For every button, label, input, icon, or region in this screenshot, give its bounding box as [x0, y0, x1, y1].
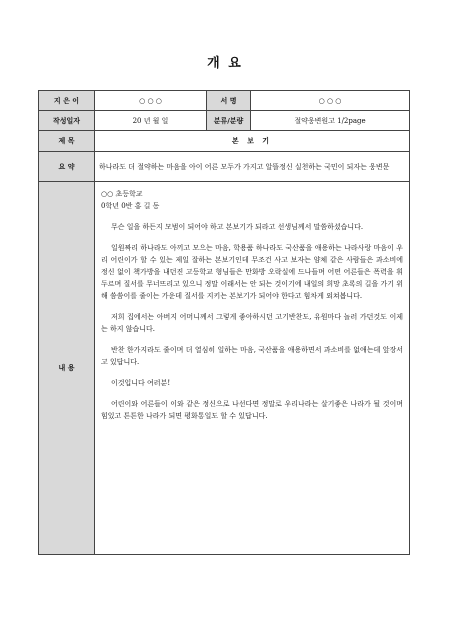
category-value: 절약웅변원고 1/2page	[251, 111, 410, 131]
date-label: 작성일자	[39, 111, 95, 131]
summary-form-table	[38, 90, 410, 555]
author-row	[39, 91, 410, 111]
author-value: ○ ○ ○	[95, 91, 207, 111]
subject-row	[39, 131, 410, 152]
category-label: 분류/분량	[207, 111, 251, 131]
book-name-value: ○ ○ ○	[251, 91, 410, 111]
content-label: 내 용	[39, 182, 95, 555]
paragraph-3: 저희 집에서는 아버지 어머니께서 그렇게 좋아하시던 고기반찬도, 유원마다 놀러 가던것도 이제는 하지 않습니다.	[101, 313, 403, 333]
school-line: ○○ 초등학교	[101, 190, 143, 198]
student-line: 0학년 0반 홍 길 동	[101, 202, 160, 210]
subject-value: 본 보 기	[95, 131, 410, 152]
date-row	[39, 111, 410, 131]
document-title: 개 요	[207, 56, 243, 71]
paragraph-5: 이것입니다 여러분!	[111, 379, 171, 387]
paragraph-6: 어린이와 어른들이 이와 같은 정신으로 나선다면 정말로 우리나라는 살기좋은 나라가 될 것이며 힘있고 튼튼한 나라가 되면 평화통일도 할 수 있답니다.	[101, 400, 403, 420]
summary-row	[39, 152, 410, 182]
subject-label: 제 목	[39, 131, 95, 152]
paragraph-1: 무슨 일을 하든지 모범이 되어야 하고 본보기가 되라고 선생님께서 말씀하셨습니다.	[111, 223, 364, 231]
paragraph-4: 반찬 한가지라도 줄이며 더 열심히 일하는 마음, 국산품을 애용하면서 과소비를 없애는데 앞장서고 있답니다.	[101, 346, 403, 366]
book-name-label: 서 명	[207, 91, 251, 111]
summary-label: 요 약	[39, 152, 95, 182]
date-value: 20 년 월 일	[95, 111, 207, 131]
author-label: 지 은 이	[39, 91, 95, 111]
summary-value: 하나라도 더 절약하는 마음을 아이 어른 모두가 가지고 알뜰정신 실천하는 국민이 되자는 웅변문	[95, 152, 410, 182]
content-row	[39, 182, 410, 555]
content-body	[95, 182, 410, 555]
paragraph-2: 일원짜리 하나라도 아끼고 모으는 마음, 학용품 하나라도 국산품을 애용하는 나라사랑 마음이 우리 어린이가 할 수 있는 제일 잘하는 본보기인데 무조건 사고 보자는 얌체 같은 사람들은 과소비에 정신 없이 책가방을 내던진 고등학교 형님들은 만화방 오락실에 드나들며 어떤 어른들은 폭력을 휘두르며 질서를 무너뜨리고 있으니 정말 이래서는 안 되는 것이기에 내일의 희망 초록의 길을 가기 위해 씀씀이를 줄이는 가운데 질서를 지키는 본보기가 되어야 한다고 힘차게 외쳐봅니다.	[101, 244, 403, 300]
